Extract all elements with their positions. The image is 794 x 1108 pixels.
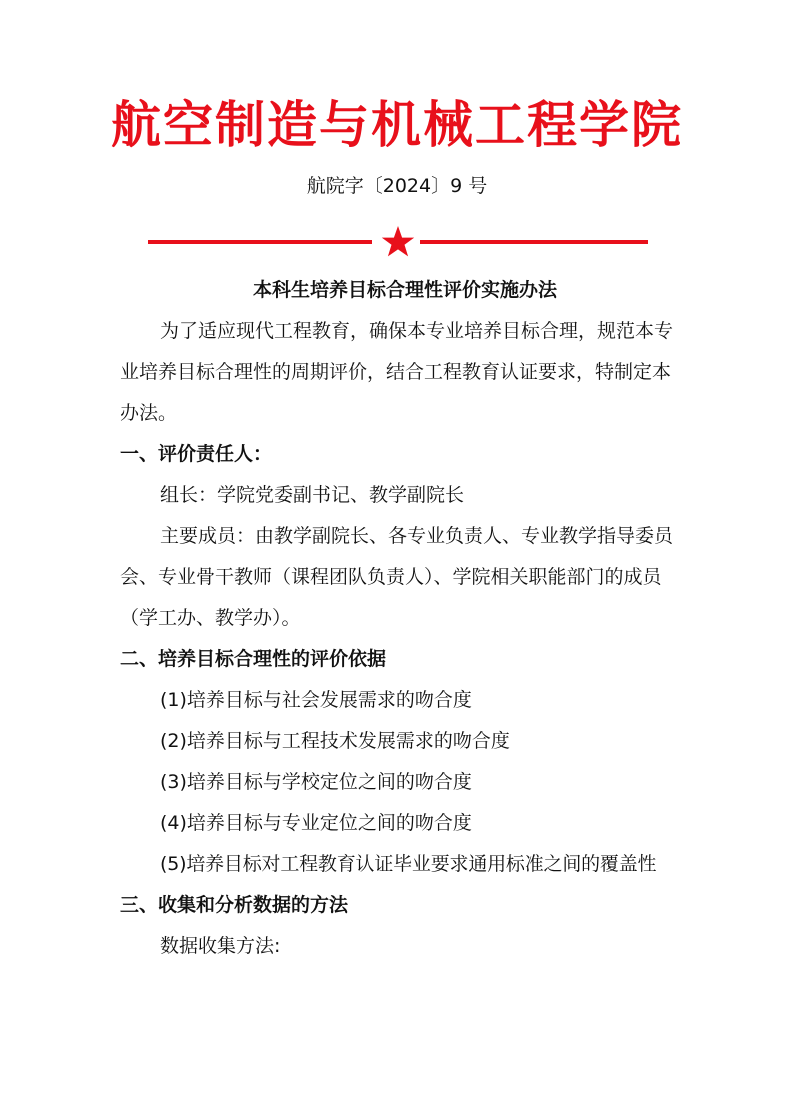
document-title: 本科生培养目标合理性评价实施办法 — [252, 279, 557, 301]
intro-paragraph: 为了适应现代工程教育，确保本专业培养目标合理，规范本专业培养目标合理性的周期评价，结合工程教育认证要求，特制定本办法。 — [120, 320, 674, 424]
team-members-paragraph: 主要成员：由教学副院长、各专业负责人、专业教学指导委员会、专业骨干教师（课程团队负责人）、学院相关职能部门的成员（学工办、教学办）。 — [120, 525, 674, 629]
team-leader-paragraph: 组长：学院党委副书记、教学副院长 — [160, 484, 465, 506]
document-number: 航院字〔2024〕9 号 — [306, 175, 488, 197]
institution-masthead: 航空制造与机械工程学院 — [111, 96, 683, 154]
basis-item-2: (2)培养目标与工程技术发展需求的吻合度 — [160, 730, 510, 752]
section-heading-basis: 二、培养目标合理性的评价依据 — [120, 648, 387, 670]
divider-line-right — [420, 240, 648, 244]
basis-item-4: (4)培养目标与专业定位之间的吻合度 — [160, 812, 472, 834]
section-heading-responsibility: 一、评价责任人： — [120, 443, 273, 465]
divider-line-left — [148, 240, 372, 244]
basis-item-1: (1)培养目标与社会发展需求的吻合度 — [160, 689, 472, 711]
red-divider — [148, 222, 648, 262]
basis-item-3: (3)培养目标与学校定位之间的吻合度 — [160, 771, 472, 793]
document-body — [120, 270, 680, 967]
data-collection-paragraph: 数据收集方法: — [160, 935, 281, 957]
basis-item-5: (5)培养目标对工程教育认证毕业要求通用标准之间的覆盖性 — [160, 853, 657, 875]
star-icon — [380, 222, 416, 262]
section-heading-methods: 三、收集和分析数据的方法 — [120, 894, 349, 916]
